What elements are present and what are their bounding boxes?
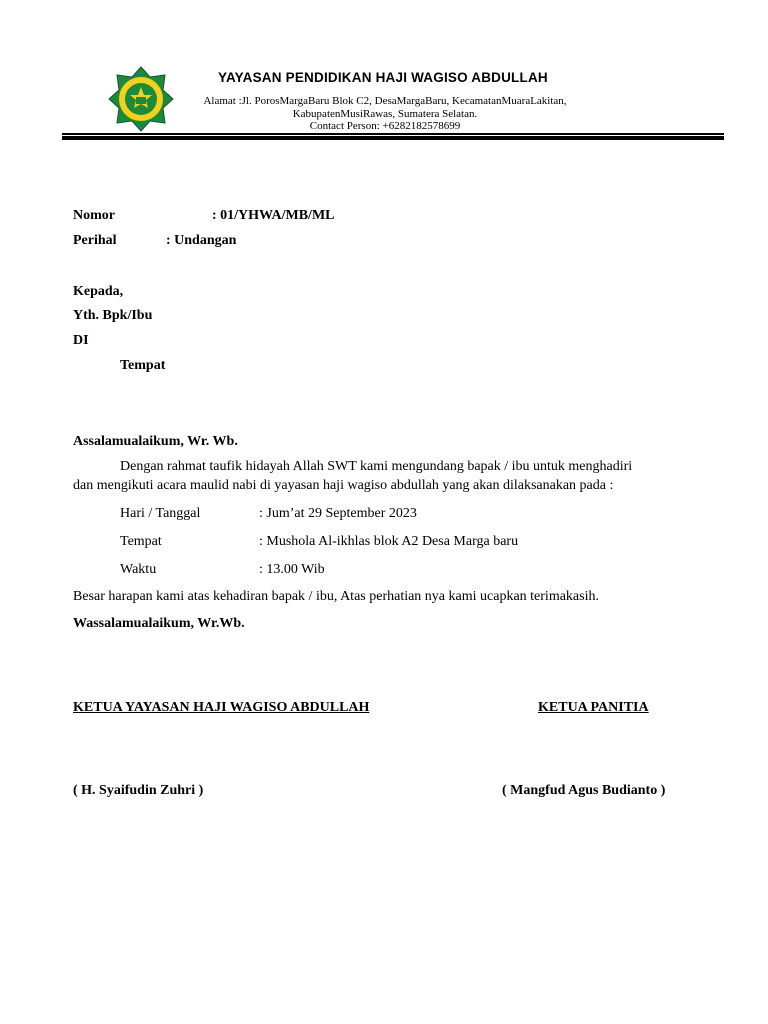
header-rule-thick bbox=[62, 136, 724, 140]
left-signatory-title: KETUA YAYASAN HAJI WAGISO ABDULLAH bbox=[73, 700, 370, 715]
nomor-value: : 01/YHWA/MB/ML bbox=[212, 208, 335, 223]
kepada: Kepada, bbox=[73, 284, 124, 299]
org-name: YAYASAN PENDIDIKAN HAJI WAGISO ABDULLAH bbox=[218, 70, 548, 85]
paragraph-line-2: dan mengikuti acara maulid nabi di yayasan haji wagiso abdullah yang akan dilaksanakan pada : bbox=[73, 478, 614, 493]
nomor-label: Nomor bbox=[73, 208, 115, 223]
detail-label-place: Tempat bbox=[120, 534, 162, 549]
detail-value-place: : Mushola Al-ikhlas blok A2 Desa Marga baru bbox=[259, 534, 519, 549]
detail-value-time: : 13.00 Wib bbox=[259, 562, 325, 577]
tempat: Tempat bbox=[120, 358, 166, 373]
closing-greeting: Wassalamualaikum, Wr.Wb. bbox=[73, 616, 245, 631]
perihal-value: : Undangan bbox=[166, 233, 237, 248]
right-signatory-title: KETUA PANITIA bbox=[538, 700, 649, 715]
header-rule-thin bbox=[62, 133, 724, 135]
perihal-label: Perihal bbox=[73, 233, 117, 248]
paragraph-line-1: Dengan rahmat taufik hidayah Allah SWT kami mengundang bapak / ibu untuk menghadiri bbox=[120, 459, 633, 474]
address-line-1: Alamat :Jl. PorosMargaBaru Blok C2, DesaMargaBaru, KecamatanMuaraLakitan, bbox=[203, 95, 567, 107]
yth: Yth. Bpk/Ibu bbox=[73, 308, 153, 323]
closing-paragraph: Besar harapan kami atas kehadiran bapak / ibu, Atas perhatian nya kami ucapkan terimakasih. bbox=[73, 589, 599, 604]
greeting: Assalamualaikum, Wr. Wb. bbox=[73, 434, 238, 449]
detail-label-time: Waktu bbox=[120, 562, 157, 577]
di: DI bbox=[73, 333, 89, 348]
foundation-logo bbox=[107, 66, 175, 132]
detail-value-date: : Jum’at 29 September 2023 bbox=[259, 506, 417, 521]
right-signatory-name: ( Mangfud Agus Budianto ) bbox=[502, 783, 666, 798]
address-line-2: KabupatenMusiRawas, Sumatera Selatan. bbox=[292, 108, 478, 120]
contact-person: Contact Person: +6282182578699 bbox=[309, 120, 461, 132]
detail-label-date: Hari / Tanggal bbox=[120, 506, 201, 521]
left-signatory-name: ( H. Syaifudin Zuhri ) bbox=[73, 783, 204, 798]
